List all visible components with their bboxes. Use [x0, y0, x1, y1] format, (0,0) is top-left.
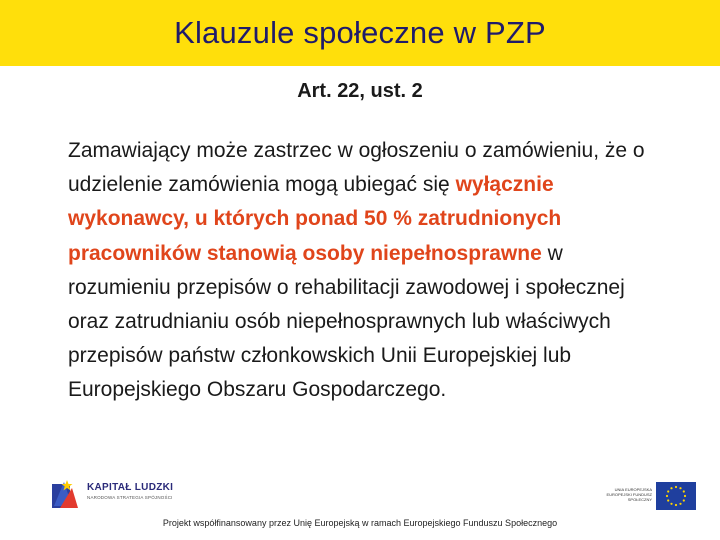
body-paragraph [68, 134, 668, 408]
slide-title: Klauzule społeczne w PZP [174, 15, 546, 50]
body-highlight: wyłącznie wykonawcy, u których ponad 50 % zatrudnionych pracowników stanowią osoby niepełnosprawne [68, 173, 562, 265]
eu-logo-text: UNIA EUROPEJSKA EUROPEJSKI FUNDUSZ SPOŁECZNY [606, 487, 652, 502]
kapital-ludzki-logo [50, 478, 200, 512]
eu-logo [598, 480, 698, 514]
title-bar [0, 0, 720, 66]
body-text-part-2: w rozumieniu przepisów o rehabilitacji zawodowej i społecznej oraz zatrudnianiu osób niepełnosprawnych lub właściwych przepisów państw członkowskich Unii Europejskiej lub Europejskiego Obszaru Gospodarczego. [68, 241, 625, 402]
footer-note: Projekt współfinansowany przez Unię Europejską w ramach Europejskiego Funduszu Społecznego [162, 518, 558, 528]
article-reference: Art. 22, ust. 2 [297, 80, 423, 102]
kapital-ludzki-name: KAPITAŁ LUDZKI [87, 482, 174, 493]
kapital-ludzki-icon [50, 478, 84, 512]
eu-flag-icon [656, 482, 696, 510]
body-text-part-1: Zamawiający może zastrzec w ogłoszeniu o zamówieniu, że o udzielenie zamówienia mogą ubiegać się [68, 139, 645, 197]
kapital-ludzki-subtitle: NARODOWA STRATEGIA SPÓJNOŚCI [87, 495, 173, 500]
